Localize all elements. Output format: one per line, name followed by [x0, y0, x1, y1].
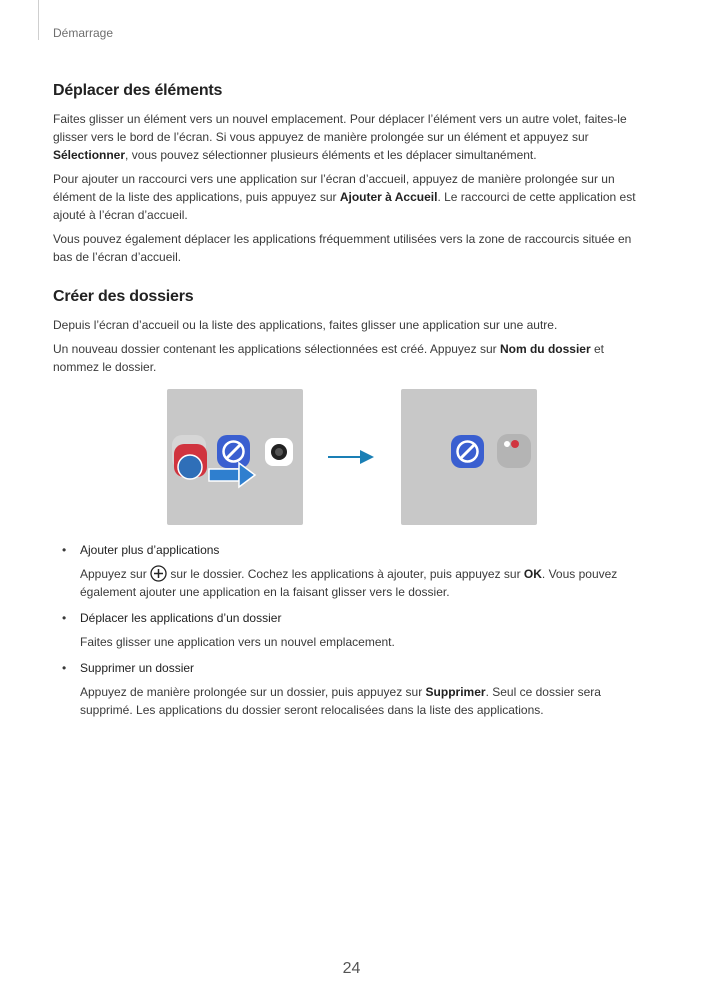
text: Un nouveau dossier contenant les applications sélectionnées est créé. Appuyez sur [53, 342, 500, 356]
bullet-description [80, 683, 653, 719]
section-heading-move-items: Déplacer des éléments [53, 82, 223, 99]
bullet-delete-folder [53, 659, 653, 719]
text: sur le dossier. Cochez les applications à ajouter, puis appuyez sur [167, 567, 524, 581]
bullet-dot: • [62, 543, 67, 557]
screenshot-before [167, 389, 303, 525]
touch-point-icon [178, 455, 202, 479]
paragraph [53, 170, 653, 224]
add-circle-icon [150, 565, 167, 582]
bullet-description [80, 565, 653, 601]
screenshot-after [401, 389, 537, 525]
paragraph [53, 340, 653, 376]
text: . Le raccourci de cette application est ajouté à l’écran d’accueil. [53, 190, 636, 222]
page-content [53, 82, 653, 719]
bullet-move-apps [53, 609, 653, 651]
bullet-title: Déplacer les applications d’un dossier [80, 611, 282, 625]
bold-term: Supprimer [425, 685, 486, 699]
text: Pour ajouter un raccourci vers une application sur l’écran d’accueil, appuyez de manière prolongée sur un élément de la liste des applications, puis appuyez sur [53, 172, 615, 204]
bold-term: Nom du dossier [499, 342, 591, 356]
section-heading-create-folders: Créer des dossiers [53, 288, 194, 305]
paragraph: Vous pouvez également déplacer les applications fréquemment utilisées vers la zone de raccourcis située en bas de l’écran d’accueil. [53, 232, 632, 264]
text: . Vous pouvez également ajouter une application en la faisant glisser vers le dossier. [80, 567, 618, 599]
transition-arrow-icon [326, 447, 376, 467]
bullet-title: Supprimer un dossier [80, 661, 195, 675]
text: Appuyez sur [80, 567, 151, 581]
bold-term: Sélectionner [53, 148, 126, 162]
bullet-dot: • [62, 661, 67, 675]
drag-arrow-icon [209, 469, 239, 481]
bullet-dot: • [62, 611, 67, 625]
bold-term: Ajouter à Accueil [339, 190, 438, 204]
bullet-title: Ajouter plus d’applications [80, 543, 220, 557]
text: , vous pouvez sélectionner plusieurs éléments et les déplacer simultanément. [125, 148, 537, 162]
bullet-add-apps [53, 541, 653, 601]
bold-term: OK [523, 567, 542, 581]
folder-illustration [53, 389, 653, 525]
text: Appuyez de manière prolongée sur un dossier, puis appuyez sur [80, 685, 426, 699]
text: . Seul ce dossier sera supprimé. Les applications du dossier seront relocalisées dans la liste des applications. [80, 685, 601, 717]
page-number: 24 [342, 960, 361, 977]
paragraph: Depuis l’écran d’accueil ou la liste des applications, faites glisser une application sur une autre. [53, 318, 558, 332]
bullet-description: Faites glisser une application vers un nouvel emplacement. [80, 635, 395, 649]
text: et nommez le dossier. [53, 342, 604, 374]
running-header: Démarrage [53, 26, 114, 40]
margin-rule [38, 0, 39, 40]
folder-icon [497, 434, 531, 468]
text: Faites glisser un élément vers un nouvel emplacement. Pour déplacer l’élément vers un autre volet, faites-le glisser vers le bord de l’écran. Si vous appuyez de manière prolongée sur un élément et appuyez sur [53, 112, 627, 144]
paragraph [53, 110, 653, 164]
